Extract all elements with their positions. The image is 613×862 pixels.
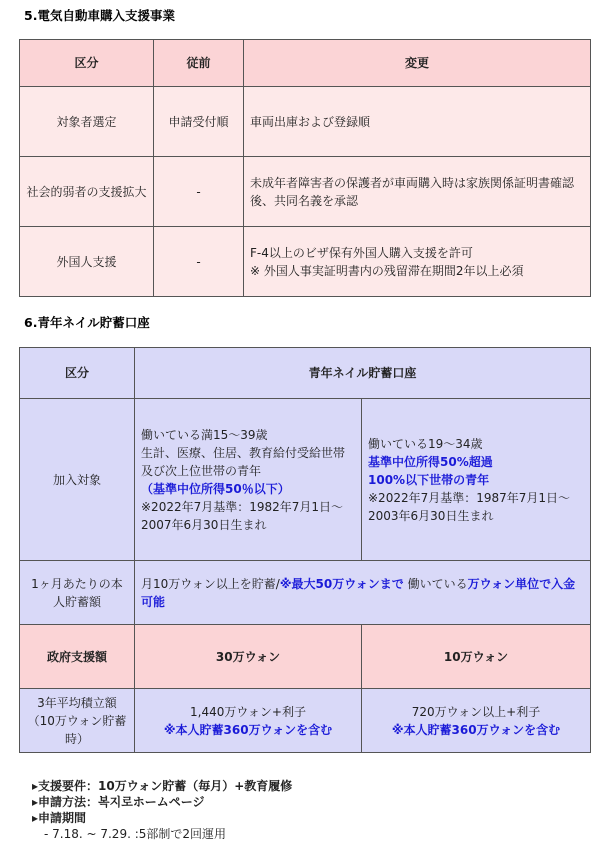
header-category: 区分 — [20, 40, 154, 87]
row-after — [244, 157, 591, 227]
join-right-household: 100%以下世帯の青年 — [368, 472, 490, 487]
row-category: 対象者選定 — [20, 87, 154, 157]
row-after-line1: F-4以上のビザ保有外国人購入支援を許可 — [250, 245, 473, 260]
row-before: - — [154, 227, 244, 297]
footer-period: ▸申請期間 — [32, 811, 87, 825]
row-category: 社会的弱者の支援拡大 — [20, 157, 154, 227]
monthly-label: 1ヶ月あたりの本人貯蓄額 — [20, 561, 135, 625]
monthly-text-b: 働いている — [407, 576, 468, 591]
ev-support-table — [19, 39, 591, 297]
join-right-income: 基準中位所得50%超過 — [368, 454, 493, 469]
join-left-desc: 生計、医療、住居、教育給付受給世帯及び次上位世帯の青年 — [141, 445, 346, 478]
row-before: 申請受付順 — [154, 87, 244, 157]
table-row — [20, 227, 591, 297]
monthly-text — [135, 561, 591, 625]
accum-left-total: 1,440万ウォン+利子 — [190, 704, 306, 719]
join-right-note: ※2022年7月基準：1987年7月1日～2003年6月30日生まれ — [368, 490, 571, 523]
row-after-note: ※ 外国人事実証明書内の残留滞在期間2年以上必須 — [250, 263, 524, 278]
accum-label: 3年平均積立額（10万ウォン貯蓄時） — [20, 689, 135, 753]
accum-left — [135, 689, 362, 753]
join-left-income: （基準中位所得50％以下） — [141, 481, 290, 496]
row-after — [244, 227, 591, 297]
row-after-text: 未成年者障害者の保護者が車両購入時は家族関係証明書確認後、共同名義を承認 — [250, 175, 575, 208]
gov-label: 政府支援額 — [20, 625, 135, 689]
monthly-text-a: 月10万ウォン以上を貯蓄/ — [141, 576, 280, 591]
footer-requirement: ▸支援要件：10万ウォン貯蓄（毎月）+教育履修 — [32, 779, 293, 793]
join-right — [362, 399, 591, 561]
section5-title: 5.電気自動車購入支援事業 — [24, 8, 175, 23]
accum-right-note: ※本人貯蓄360万ウォンを含む — [391, 722, 561, 737]
header-before: 従前 — [154, 40, 244, 87]
header-account: 青年ネイル貯蓄口座 — [135, 348, 591, 399]
row-after-text: 車両出庫および登録順 — [250, 114, 371, 129]
youth-account-table — [19, 347, 591, 753]
join-left-note: ※2022年7月基準：1982年7月1日～2007年6月30日生まれ — [141, 499, 344, 532]
header-after: 変更 — [244, 40, 591, 87]
row-after — [244, 87, 591, 157]
table-row — [20, 399, 591, 561]
monthly-max: ※最大50万ウォンまで — [279, 576, 404, 591]
section6-title: 6.青年ネイル貯蓄口座 — [24, 315, 150, 330]
join-left — [135, 399, 362, 561]
monthly-unit: 万ウォン単位で入金可能 — [141, 576, 576, 609]
table-row — [20, 689, 591, 753]
footer — [32, 778, 292, 842]
accum-right-total: 720万ウォン以上+利子 — [411, 704, 541, 719]
join-left-age: 働いている満15～39歳 — [141, 427, 268, 442]
accum-right — [362, 689, 591, 753]
footer-method: ▸申請方法：복지로ホームページ — [32, 795, 205, 809]
table-row — [20, 625, 591, 689]
table-row — [20, 87, 591, 157]
header-category: 区分 — [20, 348, 135, 399]
table-header-row — [20, 348, 591, 399]
row-category: 外国人支援 — [20, 227, 154, 297]
join-right-age: 働いている19～34歳 — [368, 436, 483, 451]
footer-period-dates: - 7.18. ~ 7.29. :5部制で2回運用 — [44, 827, 227, 841]
table-row — [20, 561, 591, 625]
table-row — [20, 157, 591, 227]
join-label: 加入対象 — [20, 399, 135, 561]
row-before: - — [154, 157, 244, 227]
accum-left-note: ※本人貯蓄360万ウォンを含む — [163, 722, 333, 737]
gov-left: 30万ウォン — [135, 625, 362, 689]
table-header-row — [20, 40, 591, 87]
gov-right: 10万ウォン — [362, 625, 591, 689]
